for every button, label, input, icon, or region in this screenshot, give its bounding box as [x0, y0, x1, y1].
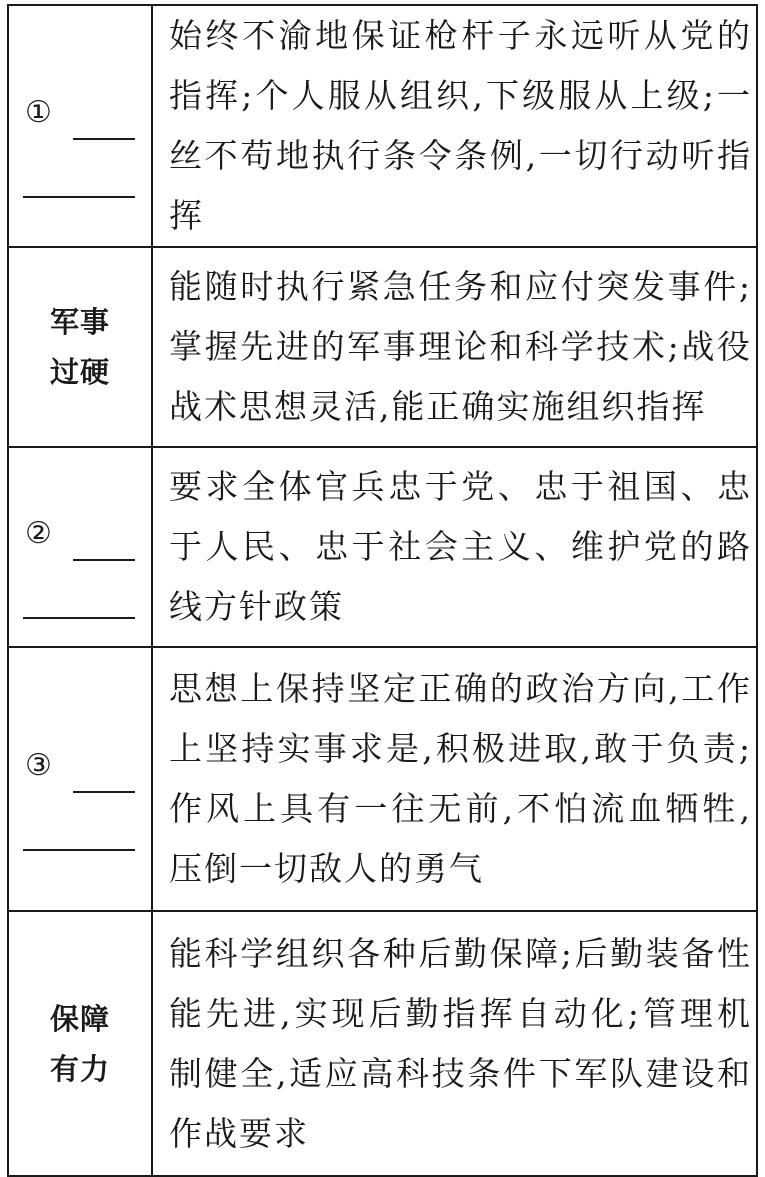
- label-cell: [8, 911, 152, 1176]
- circle-number: ①: [25, 95, 52, 130]
- content-cell: 要求全体官兵忠于党、忠于祖国、忠于人民、忠于社会主义、维护党的路线方针政策: [152, 447, 757, 647]
- blank-label-cell: [8, 647, 152, 911]
- circle-number: ③: [25, 748, 52, 783]
- answer-blank-line: [73, 791, 135, 793]
- table-row: [8, 447, 757, 647]
- row-label-line: 军事: [49, 305, 110, 339]
- circle-number: ②: [25, 516, 52, 551]
- row-label-line: 有力: [49, 1051, 110, 1086]
- requirements-table: [7, 4, 758, 1177]
- answer-blank-line: [23, 849, 135, 851]
- answer-blank-line: [23, 617, 135, 619]
- row-label-line: 保障: [49, 1001, 110, 1036]
- blank-label-cell: [8, 5, 152, 247]
- table-row: [8, 247, 757, 447]
- table-row: [8, 647, 757, 911]
- content-cell: 始终不渝地保证枪杆子永远听从党的指挥;个人服从组织,下级服从上级;一丝不苟地执行条令条例,一切行动听指挥: [152, 5, 757, 247]
- content-cell: 能科学组织各种后勤保障;后勤装备性能先进,实现后勤指挥自动化;管理机制健全,适应高科技条件下军队建设和作战要求: [152, 911, 757, 1176]
- table-row: [8, 911, 757, 1176]
- row-label-line: 过硬: [49, 355, 110, 389]
- label-cell: [8, 247, 152, 447]
- answer-blank-line: [73, 559, 135, 561]
- blank-label-cell: [8, 447, 152, 647]
- content-cell: 思想上保持坚定正确的政治方向,工作上坚持实事求是,积极进取,敢于负责;作风上具有一往无前,不怕流血牺牲,压倒一切敌人的勇气: [152, 647, 757, 911]
- table-row: [8, 5, 757, 247]
- answer-blank-line: [73, 138, 135, 140]
- content-cell: 能随时执行紧急任务和应付突发事件;掌握先进的军事理论和科学技术;战役战术思想灵活,能正确实施组织指挥: [152, 247, 757, 447]
- answer-blank-line: [23, 196, 135, 198]
